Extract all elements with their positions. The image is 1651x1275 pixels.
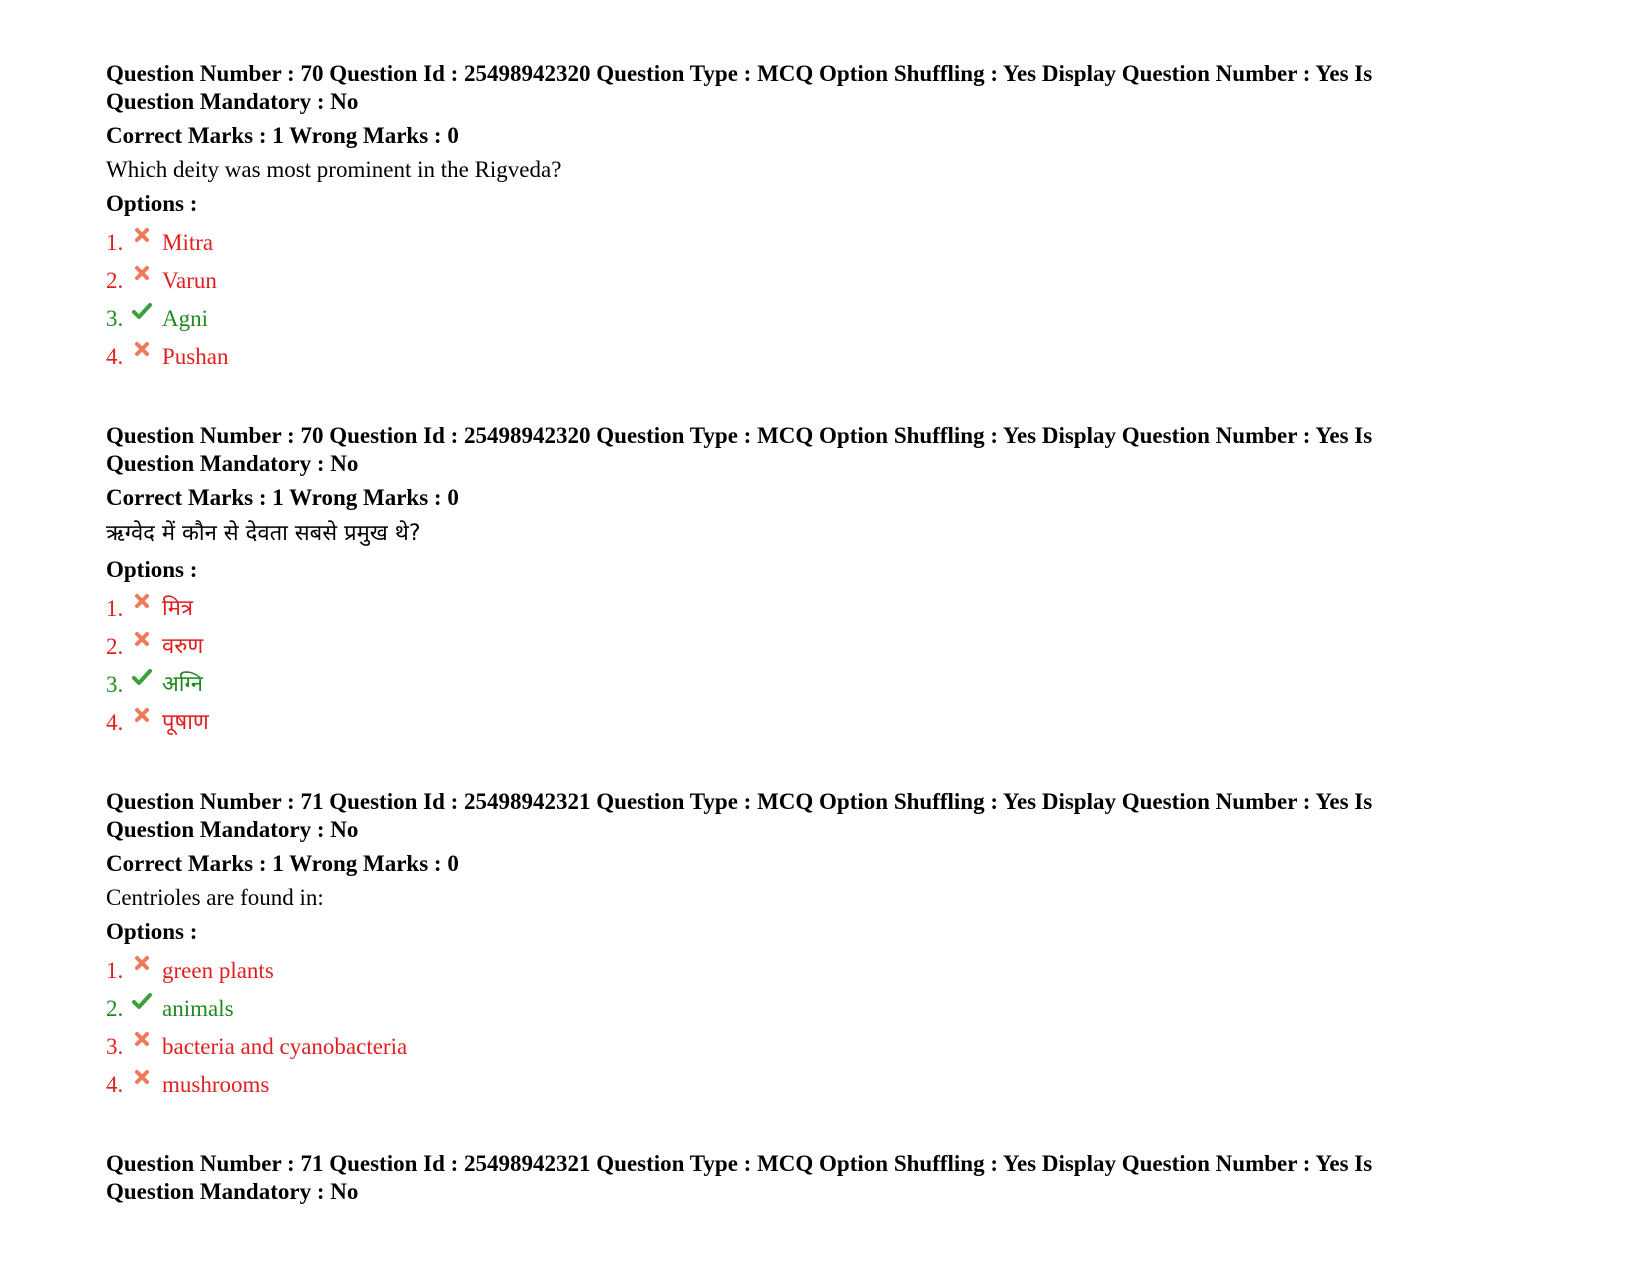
question-marks: Correct Marks : 1 Wrong Marks : 0 xyxy=(106,123,459,148)
option-number: 3. xyxy=(106,1034,124,1059)
options-list xyxy=(106,952,1556,1104)
option-number: 4. xyxy=(106,710,124,735)
question-header-line: Question Number : 70 Question Id : 25498942320 Question Type : MCQ Option Shuffling : Yes Display Question Number : Yes Is xyxy=(106,61,1373,86)
option-item xyxy=(106,628,1556,666)
question-block xyxy=(106,788,1556,1104)
question-header-line: Question Number : 70 Question Id : 25498942320 Question Type : MCQ Option Shuffling : Yes Display Question Number : Yes Is xyxy=(106,423,1373,448)
option-item xyxy=(106,300,1556,338)
option-text: green plants xyxy=(162,958,274,983)
option-item xyxy=(106,590,1556,628)
option-item xyxy=(106,704,1556,742)
cross-icon xyxy=(132,953,162,981)
question-header xyxy=(106,60,1556,116)
option-number: 4. xyxy=(106,1072,124,1097)
options-list xyxy=(106,224,1556,376)
question-header-line: Question Mandatory : No xyxy=(106,1179,359,1204)
question-text: Centrioles are found in: xyxy=(106,885,324,910)
option-item xyxy=(106,1028,1556,1066)
option-number: 2. xyxy=(106,268,124,293)
question-text: ऋग्वेद में कौन से देवता सबसे प्रमुख थे? xyxy=(106,521,421,546)
question-block xyxy=(106,422,1556,742)
options-label: Options : xyxy=(106,919,198,944)
option-text: animals xyxy=(162,996,234,1021)
option-text: bacteria and cyanobacteria xyxy=(162,1034,408,1059)
cross-icon xyxy=(132,1067,162,1095)
check-icon xyxy=(132,991,162,1019)
cross-icon xyxy=(132,225,162,253)
cross-icon xyxy=(132,591,162,619)
question-header-line: Question Number : 71 Question Id : 25498942321 Question Type : MCQ Option Shuffling : Yes Display Question Number : Yes Is xyxy=(106,1151,1373,1176)
option-item xyxy=(106,666,1556,704)
option-item xyxy=(106,224,1556,262)
question-header-line: Question Number : 71 Question Id : 25498942321 Question Type : MCQ Option Shuffling : Yes Display Question Number : Yes Is xyxy=(106,789,1373,814)
check-icon xyxy=(132,301,162,329)
option-number: 3. xyxy=(106,672,124,697)
option-text: वरुण xyxy=(162,634,204,659)
option-item xyxy=(106,262,1556,300)
cross-icon xyxy=(132,339,162,367)
option-text: mushrooms xyxy=(162,1072,270,1097)
question-header xyxy=(106,788,1556,844)
question-header-line: Question Mandatory : No xyxy=(106,451,359,476)
option-text: Pushan xyxy=(162,344,229,369)
question-block xyxy=(106,1150,1556,1206)
option-item xyxy=(106,952,1556,990)
option-text: अग्नि xyxy=(162,672,203,697)
option-number: 2. xyxy=(106,996,124,1021)
question-marks: Correct Marks : 1 Wrong Marks : 0 xyxy=(106,851,459,876)
question-block xyxy=(106,60,1556,376)
options-label: Options : xyxy=(106,557,198,582)
option-number: 4. xyxy=(106,344,124,369)
option-item xyxy=(106,338,1556,376)
question-header xyxy=(106,422,1556,478)
option-text: पूषाण xyxy=(162,710,209,735)
question-paper xyxy=(106,60,1556,1252)
option-number: 1. xyxy=(106,958,124,983)
cross-icon xyxy=(132,1029,162,1057)
cross-icon xyxy=(132,263,162,291)
options-list xyxy=(106,590,1556,742)
option-number: 2. xyxy=(106,634,124,659)
question-header-line: Question Mandatory : No xyxy=(106,89,359,114)
question-header xyxy=(106,1150,1556,1206)
check-icon xyxy=(132,667,162,695)
option-number: 1. xyxy=(106,230,124,255)
option-number: 3. xyxy=(106,306,124,331)
question-marks: Correct Marks : 1 Wrong Marks : 0 xyxy=(106,485,459,510)
option-number: 1. xyxy=(106,596,124,621)
question-text: Which deity was most prominent in the Rigveda? xyxy=(106,157,562,182)
option-text: Agni xyxy=(162,306,208,331)
question-header-line: Question Mandatory : No xyxy=(106,817,359,842)
cross-icon xyxy=(132,705,162,733)
cross-icon xyxy=(132,629,162,657)
option-item xyxy=(106,1066,1556,1104)
options-label: Options : xyxy=(106,191,198,216)
option-text: Mitra xyxy=(162,230,214,255)
option-text: मित्र xyxy=(162,596,193,621)
option-item xyxy=(106,990,1556,1028)
option-text: Varun xyxy=(162,268,217,293)
